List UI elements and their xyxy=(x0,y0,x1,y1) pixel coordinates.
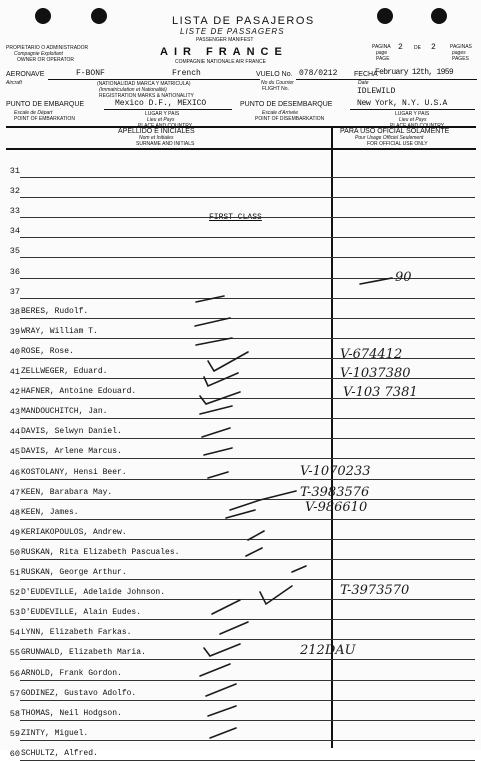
check-mark-46 xyxy=(204,448,232,455)
passenger-name: ROSE, Rose. xyxy=(21,346,74,356)
check-mark-44 xyxy=(200,406,232,414)
passenger-name: SCHULTZ, Alfred. xyxy=(21,748,98,758)
check-mark-60 xyxy=(210,728,236,738)
row-number: 60 xyxy=(9,748,20,759)
airline-subtitle: COMPAGNIE NATIONALE AIR FRANCE xyxy=(175,59,266,65)
page-label-sub: page xyxy=(376,50,388,56)
passenger-name: ARNOLD, Frank Gordon. xyxy=(21,668,122,678)
check-mark-48 xyxy=(230,491,296,510)
row-number: 34 xyxy=(9,226,20,237)
nationality-label-fr: (Immatriculation et Nationalité) xyxy=(99,87,167,93)
disembark-label-en: POINT OF DISEMBARKATION xyxy=(255,116,325,122)
row-number: 55 xyxy=(9,648,20,659)
row-number: 57 xyxy=(9,688,20,699)
passenger-name: MANDOUCHITCH, Jan. xyxy=(21,407,108,417)
row-number: 54 xyxy=(9,628,20,639)
passenger-name: WRAY, William T. xyxy=(21,326,98,336)
check-mark-56 xyxy=(204,644,240,656)
passenger-name: GODINEZ, Gustavo Adolfo. xyxy=(21,688,137,698)
row-number: 52 xyxy=(9,588,20,599)
row-number: 56 xyxy=(9,668,20,679)
official-note: V-1037380 xyxy=(340,366,411,381)
disembark-label-fr: Escale d'Arrivée xyxy=(262,110,298,116)
official-note: V-674412 xyxy=(340,347,403,362)
page-label-en: PAGE xyxy=(376,56,390,62)
check-mark-59 xyxy=(208,706,236,716)
pages-label: PAGINAS xyxy=(450,44,472,50)
manifest-title-fr: LISTE DE PASSAGERS xyxy=(180,27,285,36)
page-of-label: DE xyxy=(414,45,421,51)
check-mark-50 xyxy=(248,531,264,540)
row-number: 51 xyxy=(9,568,20,578)
flight-number: 078/0212 xyxy=(299,69,338,78)
passenger-name: KEEN, James. xyxy=(21,507,79,517)
passenger-name: KEEN, Barabara May. xyxy=(21,487,113,497)
row-number: 58 xyxy=(9,708,20,719)
row-number: 41 xyxy=(9,367,20,377)
official-note: V-1070233 xyxy=(300,464,371,479)
row-number: 50 xyxy=(9,547,20,558)
check-mark-57 xyxy=(200,664,230,676)
page-total: 2 xyxy=(431,43,436,52)
aircraft-label-sub: Aircraft xyxy=(6,80,22,86)
row-number: 31 xyxy=(9,166,20,176)
aircraft-nationality: French xyxy=(172,69,201,78)
row-number: 44 xyxy=(9,427,20,438)
pages-label-sub: pages xyxy=(452,50,466,56)
row-number: 33 xyxy=(9,206,20,217)
passenger-name: D'EUDEVILLE, Adelaide Johnson. xyxy=(21,588,166,598)
check-mark-49 xyxy=(226,510,255,518)
row-number: 36 xyxy=(9,266,20,277)
page-number: 2 xyxy=(398,43,403,52)
owner-label-fr: Compagnie Exploitant xyxy=(14,51,63,57)
owner-label: PROPIETARIO O ADMINISTRADOR xyxy=(6,45,89,51)
passenger-name: HAFNER, Antoine Edouard. xyxy=(21,387,137,397)
row-number: 35 xyxy=(9,246,20,257)
disembark-label: PUNTO DE DESEMBARQUE xyxy=(240,101,333,108)
passenger-name: RUSKAN, Rita Elizabeth Pascuales. xyxy=(21,547,180,557)
airline-name: AIR FRANCE xyxy=(160,46,288,58)
disembark-place-label: LUGAR Y PAIS xyxy=(395,111,430,117)
check-mark-54 xyxy=(212,600,240,614)
official-note: 90 xyxy=(395,270,412,285)
check-mark-52 xyxy=(292,566,306,572)
passenger-name: D'EUDEVILLE, Alain Eudes. xyxy=(21,608,142,618)
row-number: 53 xyxy=(9,608,20,619)
passenger-name: BERES, Rudolf. xyxy=(21,306,89,316)
embark-label: PUNTO DE EMBARQUE xyxy=(6,101,85,108)
official-note: V-103 7381 xyxy=(343,385,418,400)
flight-label-fr: No du Courrier xyxy=(261,80,294,86)
check-mark-38 xyxy=(196,296,224,302)
embark-place: Mexico D.F., MEXICO xyxy=(115,99,207,108)
names-column-header-en: SURNAME AND INITIALS xyxy=(136,141,195,147)
row-number: 32 xyxy=(9,186,20,197)
row-number: 43 xyxy=(9,407,20,418)
check-mark-37 xyxy=(360,278,392,284)
names-column-header-fr: Nom et Initiales xyxy=(139,135,174,141)
row-number: 38 xyxy=(9,306,20,317)
row-number: 47 xyxy=(9,487,20,498)
flight-date: February 12th, 1959 xyxy=(375,68,453,77)
row-number: 46 xyxy=(9,467,20,478)
disembark-airport: IDLEWILD xyxy=(357,87,396,96)
official-note: 212DAU xyxy=(300,643,356,658)
passenger-name: KOSTOLANY, Hensi Beer. xyxy=(21,467,127,477)
names-column-header: APELLIDO E INICIALES xyxy=(118,128,195,135)
passenger-name: DAVIS, Arlene Marcus. xyxy=(21,447,122,457)
date-label-sub: Date xyxy=(358,80,369,86)
passenger-name: KERIAKOPOULOS, Andrew. xyxy=(21,527,127,537)
check-mark-51 xyxy=(246,548,262,556)
passenger-name: ZINTY, Miguel. xyxy=(21,728,89,738)
official-note: V-986610 xyxy=(305,500,368,515)
check-mark-55 xyxy=(220,622,248,634)
check-mark-42 xyxy=(204,373,238,386)
official-note: T-3983576 xyxy=(300,485,370,500)
check-mark-45 xyxy=(202,428,230,437)
embark-label-en: POINT OF EMBARKATION xyxy=(14,116,75,122)
nationality-label: (NATIONALIDAD MARCA Y MATRICULA) xyxy=(97,81,191,87)
passenger-name: THOMAS, Neil Hodgson. xyxy=(21,708,122,718)
manifest-title-en: PASSENGER MANIFEST xyxy=(196,37,254,43)
official-column-header-fr: Pour Usage Officiel Seulement xyxy=(355,135,424,141)
flight-label: VUELO No. xyxy=(256,71,293,78)
embark-label-fr: Escale de Départ xyxy=(14,110,53,116)
check-mark-58 xyxy=(206,684,236,696)
disembark-place-label-fr: Lieu et Pays xyxy=(399,117,427,123)
row-number: 48 xyxy=(9,507,20,518)
row-number: 42 xyxy=(9,387,20,398)
check-mark-39 xyxy=(195,318,230,326)
row-number: 40 xyxy=(9,346,20,357)
check-mark-47 xyxy=(208,472,228,478)
passenger-name: DAVIS, Selwyn Daniel. xyxy=(21,427,122,437)
passenger-name: LYNN, Elizabeth Farkas. xyxy=(21,628,132,638)
page-label: PAGINA xyxy=(372,44,391,50)
aircraft-registration: F-BONF xyxy=(76,69,105,78)
embark-place-label: LUGAR Y PAIS xyxy=(145,111,180,117)
row-number: 37 xyxy=(9,286,20,297)
check-mark-53 xyxy=(260,586,292,604)
aircraft-label: AERONAVE xyxy=(6,71,45,78)
manifest-title: LISTA DE PASAJEROS xyxy=(172,15,315,27)
row-number: 45 xyxy=(9,447,20,458)
official-column-header: PARA USO OFICIAL SOLAMENTE xyxy=(340,128,450,135)
pages-label-en: PAGES xyxy=(452,56,469,62)
row-number: 49 xyxy=(9,527,20,538)
passenger-name: ZELLWEGER, Eduard. xyxy=(21,367,108,376)
check-mark-41 xyxy=(208,352,248,371)
owner-label-en: OWNER OR OPERATOR xyxy=(17,57,75,63)
embark-place-label-fr: Lieu et Pays xyxy=(147,117,175,123)
official-column-header-en: FOR OFFICIAL USE ONLY xyxy=(367,141,428,147)
official-note: T-3973570 xyxy=(340,583,410,598)
check-mark-40 xyxy=(196,338,232,345)
row-number: 59 xyxy=(9,728,20,739)
passenger-name: RUSKAN, George Arthur. xyxy=(21,568,127,577)
date-label: FECHA xyxy=(354,71,378,78)
passenger-name: GRUNWALD, Elizabeth Maria. xyxy=(21,648,146,658)
row-number: 39 xyxy=(9,326,20,337)
flight-label-en: FLIGHT No. xyxy=(262,86,289,92)
disembark-place: New York, N.Y. U.S.A xyxy=(357,99,448,108)
check-mark-43 xyxy=(200,392,240,404)
nationality-label-en: REGISTRATION MARKS & NATIONALITY xyxy=(99,93,194,99)
